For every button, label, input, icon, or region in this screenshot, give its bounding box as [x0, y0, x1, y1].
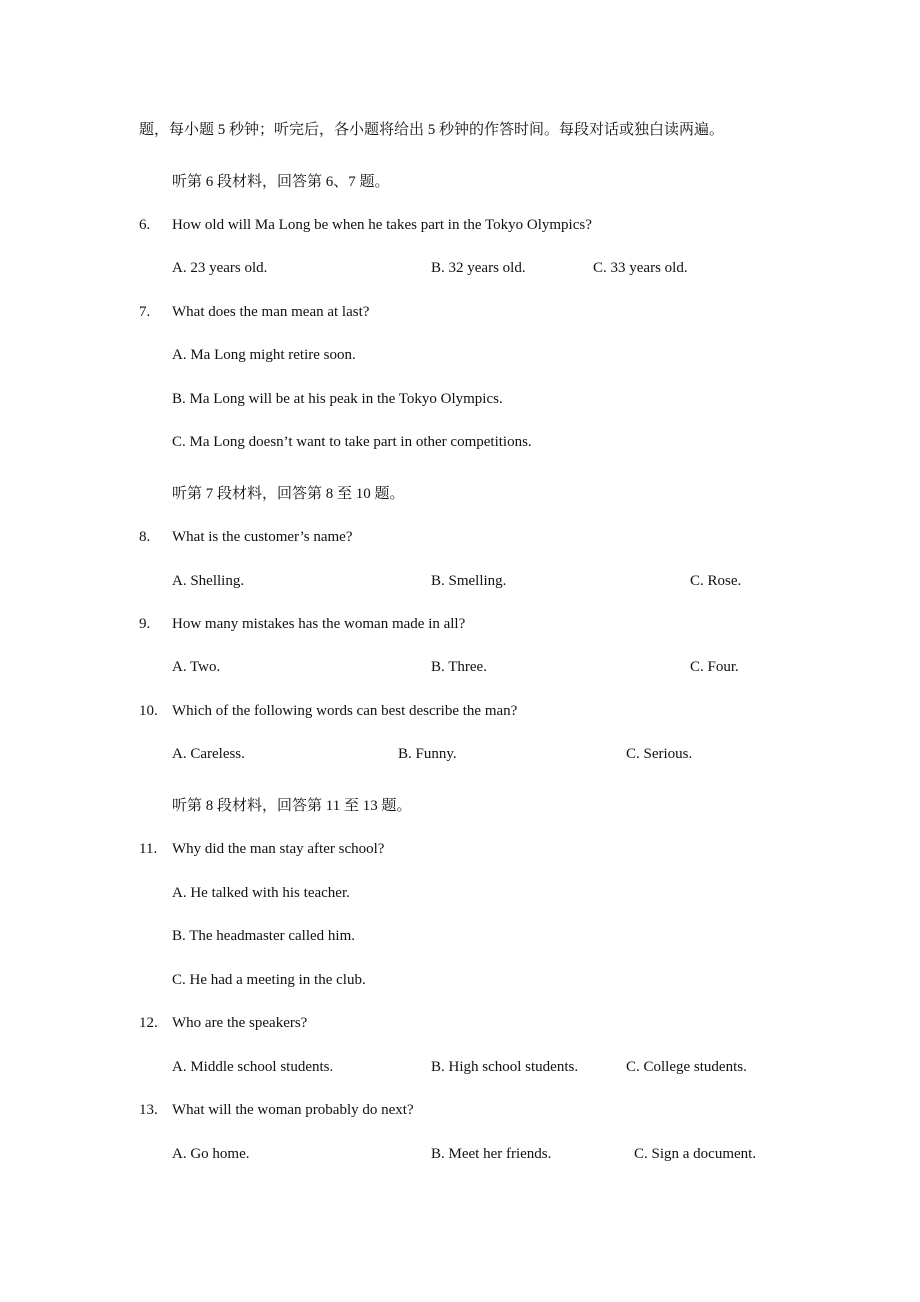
question-number: 8.: [139, 529, 151, 545]
question-number: 13.: [139, 1102, 158, 1118]
option-a: A. Ma Long might retire soon.: [172, 347, 356, 363]
option-a: A. Go home.: [172, 1146, 250, 1162]
question-text: How old will Ma Long be when he takes part in the Tokyo Olympics?: [172, 217, 592, 233]
option-c: C. He had a meeting in the club.: [172, 972, 366, 988]
option-b: B. Funny.: [398, 746, 457, 762]
option-b: B. 32 years old.: [431, 260, 526, 276]
question-number: 9.: [139, 616, 151, 632]
option-b: B. Smelling.: [431, 573, 507, 589]
question-number: 12.: [139, 1015, 158, 1031]
question-number: 6.: [139, 217, 151, 233]
option-c: C. 33 years old.: [593, 260, 688, 276]
option-c: C. Ma Long doesn’t want to take part in other competitions.: [172, 434, 532, 450]
question-text: What will the woman probably do next?: [172, 1102, 414, 1118]
option-b: B. Ma Long will be at his peak in the Tokyo Olympics.: [172, 391, 503, 407]
option-a: A. Two.: [172, 659, 221, 675]
instruction-line: 题，每小题 5 秒钟；听完后，各小题将给出 5 秒钟的作答时间。每段对话或独白读两遍。: [139, 122, 725, 138]
option-c: C. Rose.: [690, 573, 742, 589]
option-a: A. Careless.: [172, 746, 245, 762]
option-c: C. Serious.: [626, 746, 693, 762]
option-b: B. Three.: [431, 659, 487, 675]
question-number: 11.: [139, 841, 158, 857]
option-c: C. Sign a document.: [634, 1146, 757, 1162]
question-text: Which of the following words can best describe the man?: [172, 703, 518, 719]
section-heading-8: 听第 8 段材料，回答第 11 至 13 题。: [172, 798, 412, 814]
option-a: A. Shelling.: [172, 573, 245, 589]
question-text: What does the man mean at last?: [172, 304, 370, 320]
question-text: Why did the man stay after school?: [172, 841, 385, 857]
question-number: 10.: [139, 703, 158, 719]
option-c: C. College students.: [626, 1059, 747, 1075]
option-c: C. Four.: [690, 659, 739, 675]
section-heading-6: 听第 6 段材料，回答第 6、7 题。: [172, 174, 390, 190]
option-b: B. The headmaster called him.: [172, 928, 355, 944]
section-heading-7: 听第 7 段材料，回答第 8 至 10 题。: [172, 486, 405, 502]
question-text: Who are the speakers?: [172, 1015, 308, 1031]
option-a: A. 23 years old.: [172, 260, 268, 276]
option-a: A. Middle school students.: [172, 1059, 334, 1075]
option-b: B. High school students.: [431, 1059, 579, 1075]
question-number: 7.: [139, 304, 151, 320]
option-b: B. Meet her friends.: [431, 1146, 552, 1162]
question-text: What is the customer’s name?: [172, 529, 353, 545]
option-a: A. He talked with his teacher.: [172, 885, 350, 901]
question-text: How many mistakes has the woman made in all?: [172, 616, 466, 632]
